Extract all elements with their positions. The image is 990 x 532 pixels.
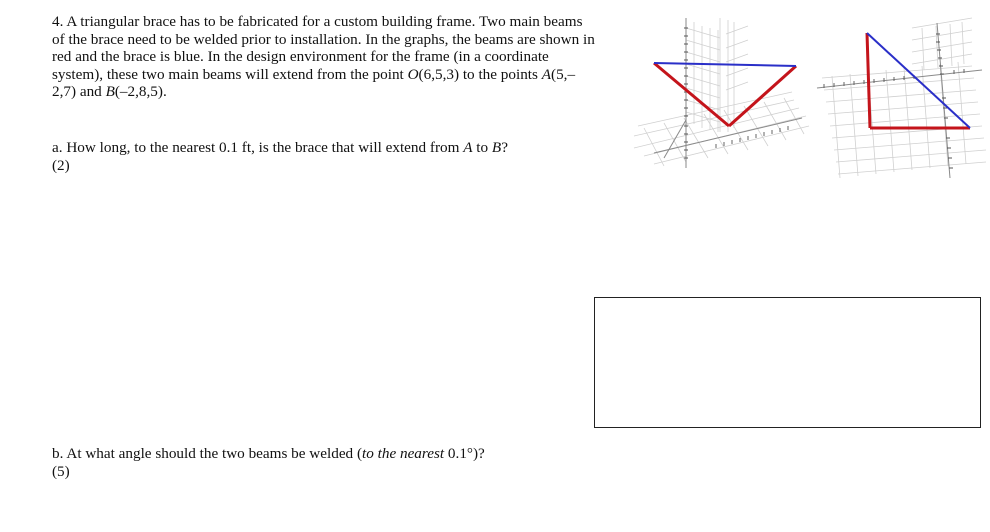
part-a-points: (2) [52, 156, 70, 174]
tick-marks [684, 28, 788, 158]
question-number: 4. [52, 13, 64, 30]
beam-ob-line [867, 33, 870, 128]
brace-graph-view-2 [812, 8, 987, 190]
part-b-points: (5) [52, 462, 70, 480]
question-4-intro [52, 13, 597, 101]
part-a [52, 139, 597, 174]
grid-planes [822, 18, 986, 178]
part-b [52, 445, 597, 480]
brace-graph-view-1 [624, 8, 814, 178]
brace-ab-line [654, 63, 796, 66]
question-intro-text: A triangular brace has to be fabricated for a custom building frame. Two main beams of the brace need to be welded prior to installation. In the graphs, the beams are shown in red and the brace is blue. In the design environment for the frame (in a coordinate system), these two main beams will extend from the point O(6,5,3) to the points A(5,–2,7) and B(–2,8,5). [52, 13, 595, 101]
part-b-question-text: b. At what angle should the two beams be welded (to the nearest 0.1°)? [52, 445, 485, 462]
part-a-question-text: a. How long, to the nearest 0.1 ft, is the brace that will extend from A to B? [52, 139, 508, 156]
grid-planes [634, 18, 809, 166]
answer-box[interactable] [594, 297, 981, 428]
